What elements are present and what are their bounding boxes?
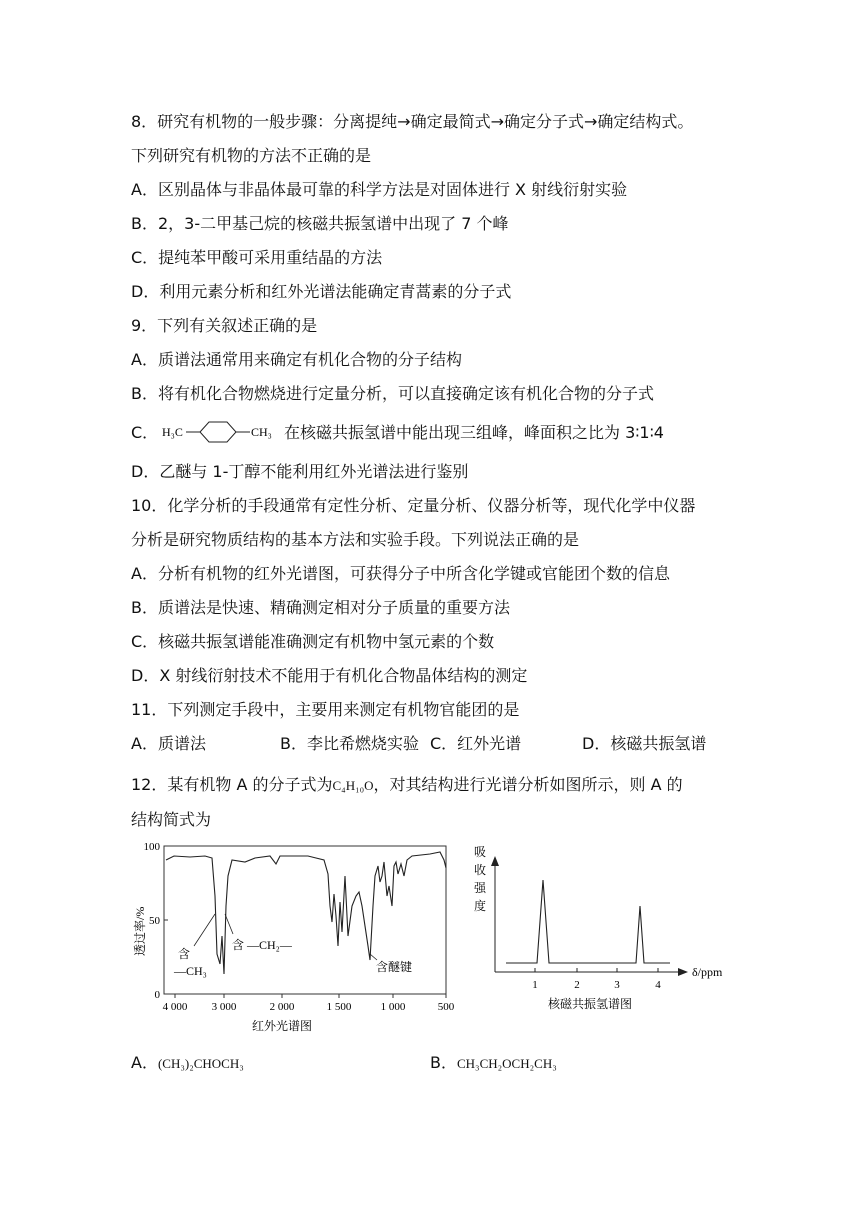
dimethylcyclohexane-structure	[160, 416, 278, 448]
q9-option-c-text: 在核磁共振氢谱中能出现三组峰，峰面积之比为 3∶1∶4	[284, 423, 664, 442]
q12-option-b-label: B．	[430, 1053, 457, 1072]
q10-stem-line1: 10．化学分析的手段通常有定性分析、定量分析、仪器分析等，现代化学中仪器	[131, 496, 696, 515]
ir-xtick-500: 500	[437, 1001, 455, 1013]
nmr-ylabel-4: 度	[474, 899, 487, 913]
ir-xtick-2000: 2 000	[269, 1001, 295, 1013]
q10-option-b: B．质谱法是快速、精确测定相对分子质量的重要方法	[131, 598, 510, 617]
nmr-xtick-2: 2	[574, 979, 580, 991]
nmr-xlabel: δ/ppm	[692, 965, 723, 979]
q12-formula: C₄H₁₀O	[332, 778, 374, 793]
ir-ytick-50: 50	[149, 915, 160, 927]
mol-right-group: CH₃	[251, 425, 272, 439]
ir-annotation-ether: 含醚键	[376, 960, 413, 974]
q12-option-b	[430, 1053, 557, 1074]
q8-option-c: C．提纯苯甲酸可采用重结晶的方法	[131, 248, 383, 267]
q11-option-d: D．核磁共振氢谱	[582, 734, 707, 753]
ir-annotation-ch2: 含 —CH₂—	[232, 938, 292, 952]
q8-stem-line1: 8．研究有机物的一般步骤：分离提纯→确定最简式→确定分子式→确定结构式。	[131, 112, 694, 131]
q8-option-b: B．2，3-二甲基己烷的核磁共振氢谱中出现了 7 个峰	[131, 214, 509, 233]
ir-pointer-ch2	[225, 914, 233, 934]
ir-ytick-100: 100	[143, 841, 160, 853]
q9-option-a: A．质谱法通常用来确定有机化合物的分子结构	[131, 350, 462, 369]
q12-stem-line2: 结构简式为	[131, 810, 212, 829]
nmr-xtick-4: 4	[655, 979, 661, 991]
q10-option-c: C．核磁共振氢谱能准确测定有机物中氢元素的个数	[131, 632, 495, 651]
ir-caption: 红外光谱图	[251, 1019, 313, 1033]
nmr-ylabel-3: 强	[474, 881, 487, 895]
q9-option-b: B．将有机化合物燃烧进行定量分析，可以直接确定该有机化合物的分子式	[131, 384, 654, 403]
nmr-ylabel-1: 吸	[474, 845, 487, 859]
nmr-xtick-3: 3	[614, 979, 620, 991]
nmr-spectrum-figure	[470, 836, 740, 1016]
ir-spectrum-trace	[166, 852, 446, 974]
q8-option-a: A．区别晶体与非晶体最可靠的科学方法是对固体进行 X 射线衍射实验	[131, 180, 628, 199]
ir-annotation-ch3-a: 含	[178, 947, 191, 961]
q8-stem-line2: 下列研究有机物的方法不正确的是	[131, 146, 372, 165]
q8-option-d: D．利用元素分析和红外光谱法能确定青蒿素的分子式	[131, 282, 512, 301]
ir-pointer-ch3	[194, 914, 215, 946]
q11-option-a: A．质谱法	[131, 734, 206, 753]
ir-ytick-0: 0	[154, 989, 160, 1001]
ir-annotation-ch3-b: —CH₃	[174, 964, 207, 978]
nmr-caption: 核磁共振氢谱图	[547, 997, 633, 1011]
q9-option-d: D．乙醚与 1-丁醇不能利用红外光谱法进行鉴别	[131, 462, 469, 481]
ir-spectrum-figure	[130, 836, 460, 1036]
ir-xtick-1000: 1 000	[380, 1001, 406, 1013]
q10-option-a: A．分析有机物的红外光谱图，可获得分子中所含化学键或官能团个数的信息	[131, 564, 670, 583]
q11-option-b: B．李比希燃烧实验	[280, 734, 419, 753]
nmr-ylabel-2: 收	[474, 863, 487, 877]
q11-stem: 11．下列测定手段中，主要用来测定有机物官能团的是	[131, 700, 520, 719]
q12-stem-b: ，对其结构进行光谱分析如图所示，则 A 的	[373, 775, 683, 794]
q10-option-d: D．X 射线衍射技术不能用于有机化合物晶体结构的测定	[131, 666, 528, 685]
mol-left-group: H₃C	[162, 425, 183, 439]
ir-xtick-1500: 1 500	[326, 1001, 352, 1013]
nmr-spectrum-trace	[506, 880, 670, 963]
ir-ylabel: 透过率/%	[133, 906, 147, 956]
q9-stem: 9．下列有关叙述正确的是	[131, 316, 318, 335]
q10-stem-line2: 分析是研究物质结构的基本方法和实验手段。下列说法正确的是	[131, 530, 580, 549]
q12-option-a-label: A．	[131, 1053, 158, 1072]
q12-option-a-formula: (CH₃)₂CHOCH₃	[157, 1056, 244, 1071]
q9-option-c-prefix: C．	[131, 423, 159, 442]
ir-xtick-4000: 4 000	[162, 1001, 188, 1013]
q12-option-a	[131, 1053, 244, 1074]
q12-option-b-formula: CH₃CH₂OCH₂CH₃	[456, 1056, 557, 1071]
q12-stem-line1	[131, 775, 683, 796]
ir-xtick-3000: 3 000	[211, 1001, 237, 1013]
q11-option-c: C．红外光谱	[430, 734, 522, 753]
nmr-xtick-1: 1	[532, 979, 538, 991]
q12-stem-a: 12．某有机物 A 的分子式为	[131, 775, 333, 794]
